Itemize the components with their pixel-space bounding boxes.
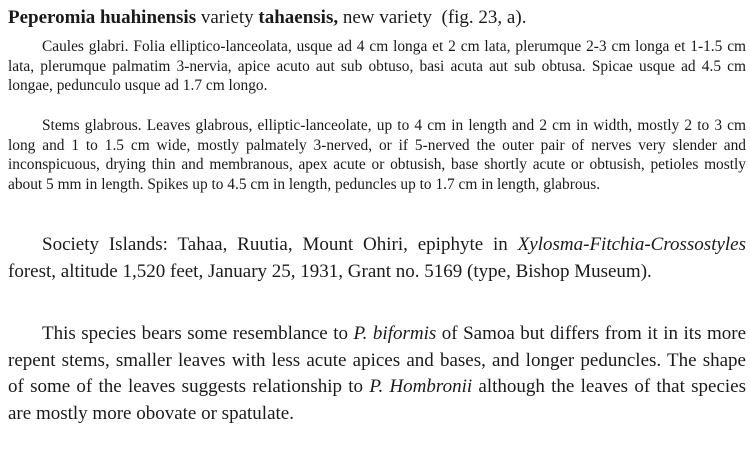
locality-paragraph [8, 232, 746, 285]
forest-taxa: Xylosma-Fitchia-Crossostyles [517, 234, 747, 255]
discussion-text-2: of Samoa but differs from it in its more repent stems, smaller leaves with less acute apices and bases, and longer peduncles. The shape of some of the leaves suggests relationship to [8, 323, 747, 397]
locality-details: forest, altitude 1,520 feet, January 25, 1931, Grant no. 5169 (type, Bishop Museum). [8, 260, 652, 282]
discussion-text-3: although the leaves of that species are mostly more obovate or spatulate. [8, 376, 746, 424]
rank-word: variety [200, 7, 254, 28]
taxon-name: Peperomia huahinensis [8, 7, 197, 28]
locality-intro: Society Islands: Tahaa, Ruutia, Mount Ohiri, epiphyte in [42, 234, 508, 255]
discussion-paragraph [8, 321, 746, 427]
latin-description: Caules glabri. Folia elliptico-lanceolata, usque ad 4 cm longa et 2 cm lata, plerumque 2-3 cm longa et 1-1.5 cm lata, plerumque palmatim 3-nervia, apice acuto aut sub obtuso, basi acuta aut sub obtusa. Spicae usque ad 4.5 cm longae, pedunculo usque ad 1.7 cm longo. [8, 38, 746, 94]
variety-name: tahaensis, [258, 7, 339, 28]
related-taxon-2: P. Hombronii [369, 376, 473, 397]
english-description: Stems glabrous. Leaves glabrous, elliptic-lanceolate, up to 4 cm in length and 2 cm in width, mostly 2 to 3 cm long and 1 to 1.5 cm wide, mostly palmately 3-nerved, or if 5-nerved the outer pair of nerves very slender and inconspicuous, drying thin and membranous, apex acute or obtusish, base shortly acute or obtusish, petioles mostly about 5 mm in length. Spikes up to 4.5 cm in length, peduncles up to 1.7 cm in length, glabrous. [8, 117, 746, 193]
discussion-text-1: This species bears some resemblance to [42, 323, 349, 344]
variety-heading [8, 5, 742, 31]
related-taxon-1: P. biformis [353, 323, 437, 344]
figure-reference: (fig. 23, a). [441, 7, 527, 28]
status-text: new variety [342, 7, 432, 28]
